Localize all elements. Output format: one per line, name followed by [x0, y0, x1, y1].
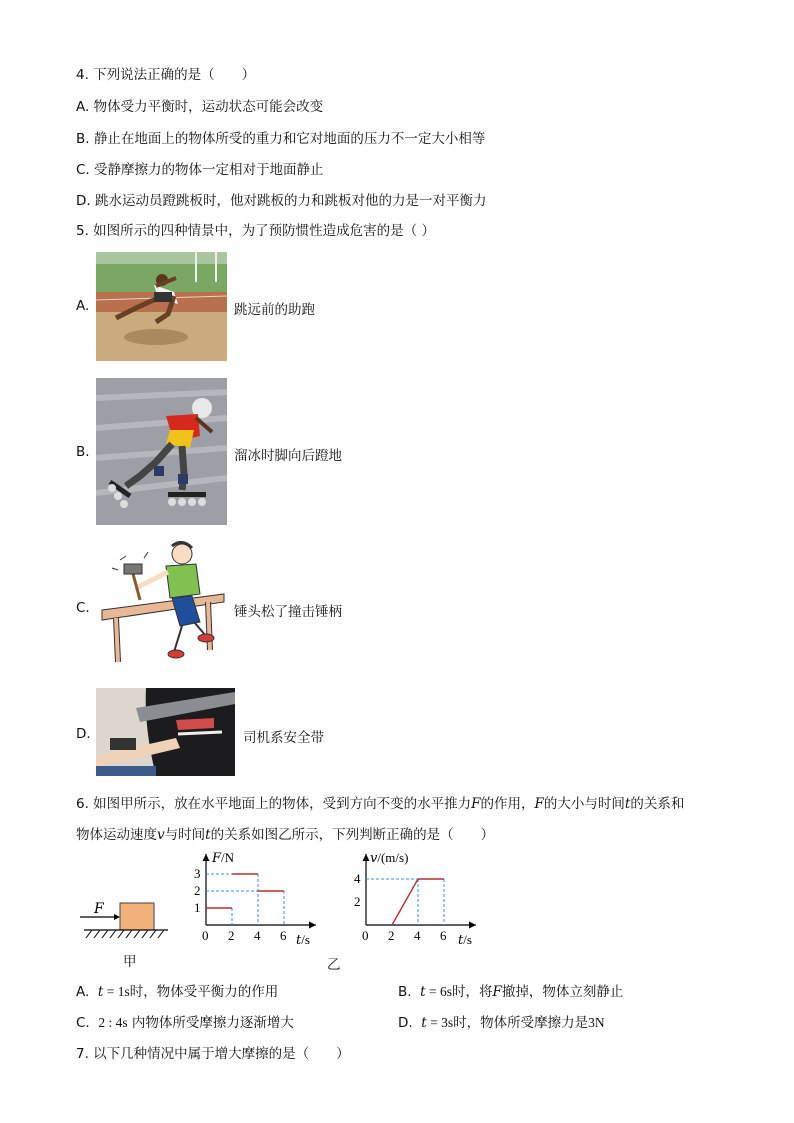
seatbelt-photo — [96, 688, 235, 776]
q6-stem-text: 6. 如图甲所示，放在水平地面上的物体，受到方向不变的水平推力 — [76, 796, 472, 812]
ground-hatch — [86, 930, 164, 938]
long-jump-photo — [96, 252, 227, 361]
q5-caption-c: 锤头松了撞击锤柄 — [234, 604, 342, 620]
block — [120, 903, 154, 930]
f-graph-xlabel: t/s — [296, 932, 310, 948]
f-graph-y-tick-label: 3 — [194, 866, 201, 881]
q6-option-b-text: 时，将 — [451, 984, 493, 1000]
q4-option-b: B. 静止在地面上的物体所受的重力和它对地面的压力不一定大小相等 — [76, 131, 486, 147]
v-graph-x-tick-label: 4 — [414, 928, 421, 943]
q6-option-d-letter: D. — [398, 1015, 413, 1031]
q6-stem-line1 — [76, 792, 684, 812]
q6-option-d — [398, 1011, 605, 1031]
q6-option-a-eq: = 1s — [103, 984, 130, 999]
q6-option-c — [76, 1011, 294, 1031]
v-graph-y-tick-label: 2 — [354, 894, 361, 909]
q6-option-a — [76, 980, 278, 1000]
q5-label-a: A. — [76, 298, 90, 314]
q4-option-a: A. 物体受力平衡时，运动状态可能会改变 — [76, 99, 324, 115]
v-graph-x-tick-label: 6 — [440, 928, 447, 943]
q6-option-b-letter: B. — [398, 984, 412, 1000]
v-graph-series-segment — [392, 879, 418, 925]
q6-v-t-graph — [350, 848, 490, 948]
q7-stem: 7. 以下几种情况中属于增大摩擦的是（ ） — [76, 1046, 350, 1062]
q6-label-jia: 甲 — [123, 954, 137, 970]
v-graph-x-tick-label: 0 — [362, 928, 369, 943]
q6-option-c-range: 2 : 4s — [98, 1015, 128, 1030]
f-graph-x-tick-label: 4 — [254, 928, 261, 943]
q4-option-c: C. 受静摩擦力的物体一定相对于地面静止 — [76, 162, 324, 178]
q6-stem-text: 的关系和 — [630, 796, 685, 812]
skater-photo — [96, 378, 227, 525]
q6-var-t: t — [205, 827, 211, 843]
q6-option-b-text: 撤掉，物体立刻静止 — [501, 984, 624, 1000]
q6-option-b-eq: = 6s — [425, 984, 452, 999]
f-graph-x-tick-label: 0 — [202, 928, 209, 943]
v-graph-xlabel: t/s — [458, 932, 472, 948]
q6-f-t-graph — [190, 848, 330, 948]
q6-stem-text: 与时间 — [164, 827, 206, 843]
q4-stem: 4. 下列说法正确的是（ ） — [76, 67, 256, 83]
q6-var-f: F — [534, 796, 544, 812]
q5-label-b: B. — [76, 444, 90, 460]
f-graph-ylabel: F/N — [212, 850, 235, 866]
q6-var-f: F — [471, 796, 481, 812]
q5-caption-d: 司机系安全带 — [243, 730, 324, 746]
hammer-bench-illustration — [96, 540, 228, 668]
v-graph-y-tick-label: 4 — [354, 871, 361, 886]
f-graph-y-tick-label: 1 — [194, 900, 201, 915]
q6-stem-text: 物体运动速度 — [76, 827, 157, 843]
force-f-label: F — [94, 901, 104, 917]
q6-option-b-f: F — [492, 984, 502, 1000]
q6-label-yi: 乙 — [327, 957, 341, 973]
q6-option-d-text: 时，物体所受摩擦力是 — [453, 1015, 589, 1031]
v-graph-x-tick-label: 2 — [388, 928, 395, 943]
q6-option-b-t: t — [420, 984, 426, 1000]
q5-stem: 5. 如图所示的四种情景中，为了预防惯性造成危害的是（ ） — [76, 223, 435, 239]
q6-option-b — [398, 980, 623, 1000]
q6-option-d-eq: = 3s — [426, 1015, 454, 1030]
q5-label-d: D. — [76, 726, 91, 742]
f-graph-y-tick-label: 2 — [194, 883, 201, 898]
q6-option-d-t: t — [421, 1015, 427, 1031]
q6-option-a-letter: A. — [76, 984, 90, 1000]
q4-option-d: D. 跳水运动员蹬跳板时，他对跳板的力和跳板对他的力是一对平衡力 — [76, 193, 487, 209]
q6-option-d-value: 3N — [588, 1015, 605, 1030]
q6-stem-line2 — [76, 823, 494, 843]
q6-option-a-text: 时，物体受平衡力的作用 — [129, 984, 279, 1000]
q6-stem-text: 的关系如图乙所示，下列判断正确的是（ ） — [210, 827, 495, 843]
q5-caption-a: 跳远前的助跑 — [234, 302, 315, 318]
q6-var-t: t — [624, 796, 631, 812]
q6-stem-text: 的作用， — [480, 796, 535, 812]
q6-option-a-t: t — [97, 984, 104, 1000]
q6-option-c-letter: C. — [76, 1015, 90, 1031]
q6-var-v: v — [157, 827, 165, 843]
f-graph-x-tick-label: 2 — [228, 928, 235, 943]
q5-caption-b: 溜冰时脚向后蹬地 — [234, 448, 342, 464]
q6-figure-jia — [80, 890, 170, 950]
force-arrowhead — [114, 914, 120, 920]
q6-option-c-text: 内物体所受摩擦力逐渐增大 — [131, 1015, 294, 1031]
q6-stem-text: 的大小与时间 — [543, 796, 625, 812]
f-graph-x-tick-label: 6 — [280, 928, 287, 943]
v-graph-ylabel: v/(m/s) — [370, 850, 409, 866]
q5-label-c: C. — [76, 600, 90, 616]
